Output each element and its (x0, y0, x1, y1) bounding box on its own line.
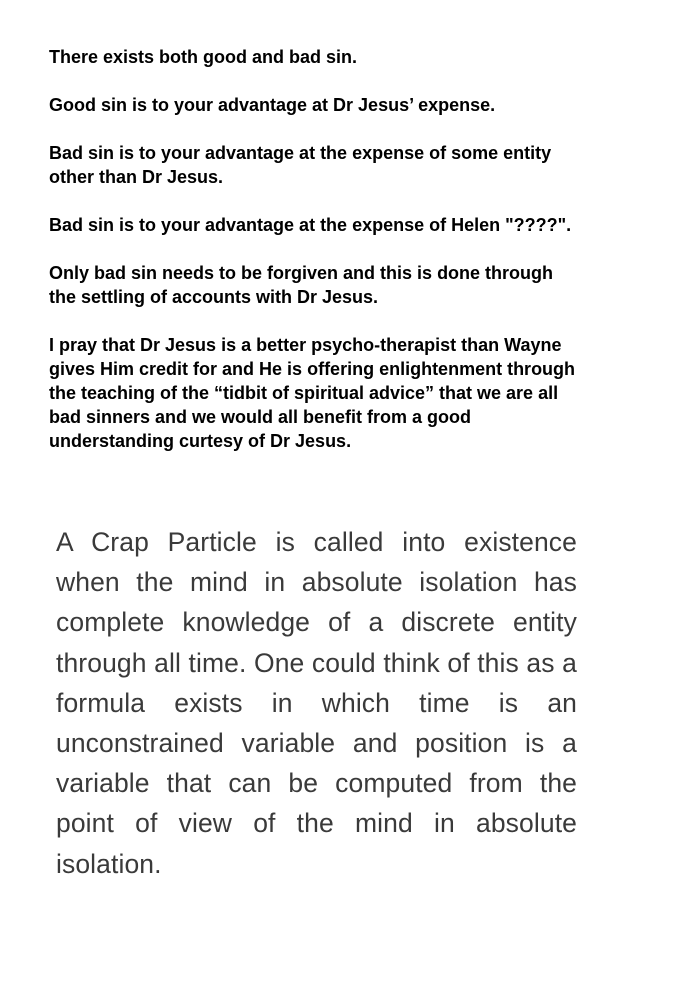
crap-particle-definition: A Crap Particle is called into existence when the mind in absolute isolation has complete knowledge of a discrete entity through all time. One could think of this as a formula exists in which time is an unconstrained variable and position is a variable that can be computed from the point of view of the mind in absolute isolation. (56, 527, 577, 879)
paragraph-forgiveness: Only bad sin needs to be forgiven and this is done through the settling of accounts with Dr Jesus. (49, 263, 554, 307)
paragraph-bad-sin-helen: Bad sin is to your advantage at the expense of Helen "????". (49, 215, 572, 235)
paragraph-good-sin: Good sin is to your advantage at Dr Jesus’ expense. (49, 95, 496, 115)
paragraph-prayer: I pray that Dr Jesus is a better psycho-therapist than Wayne gives Him credit for and He is offering enlightenment through the teaching of the “tidbit of spiritual advice” that we are all bad sinners and we would all benefit from a good understanding curtesy of Dr Jesus. (49, 335, 576, 451)
paragraph-bad-sin-other-entity: Bad sin is to your advantage at the expense of some entity other than Dr Jesus. (49, 143, 552, 187)
paragraph-good-and-bad-sin: There exists both good and bad sin. (49, 47, 358, 67)
sin-statements (49, 45, 649, 477)
